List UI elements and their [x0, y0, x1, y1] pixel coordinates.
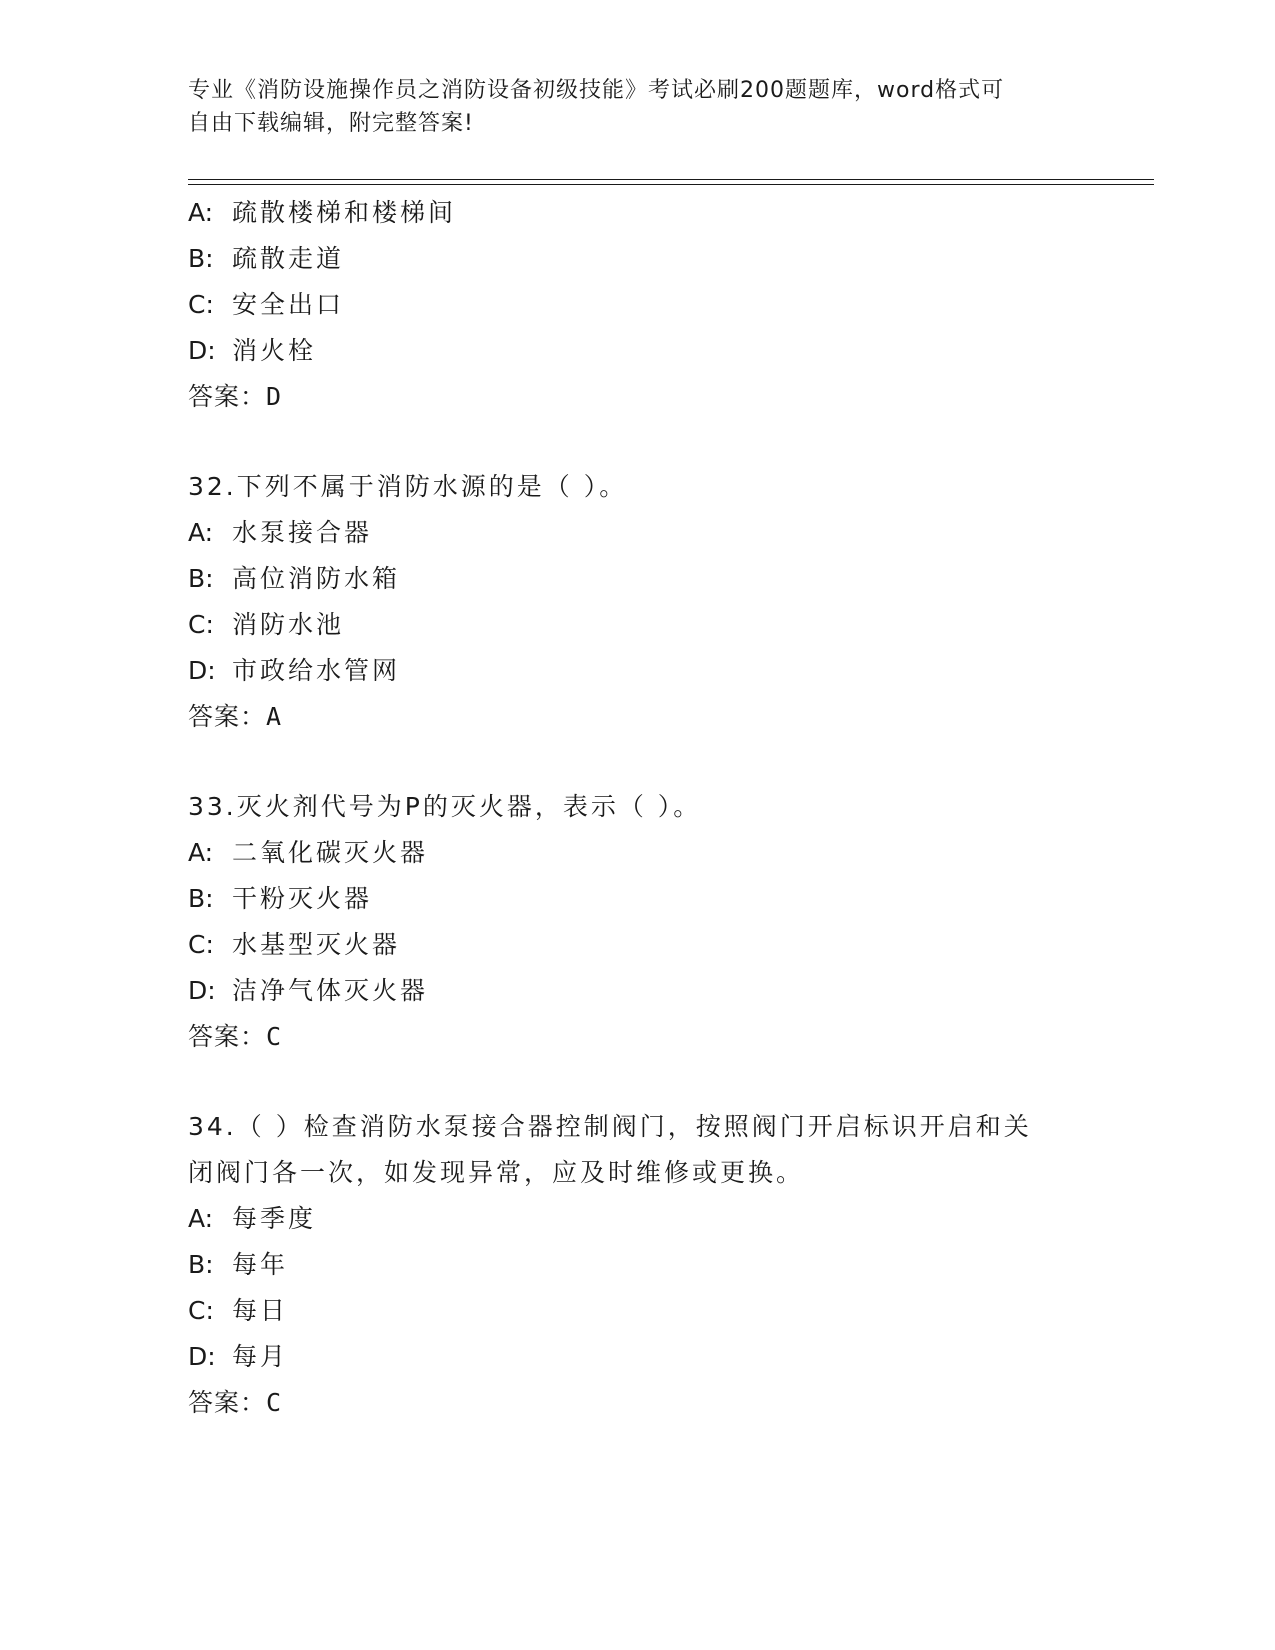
option-prefix: A:: [188, 1204, 214, 1233]
option-text: 洁净气体灭火器: [232, 976, 429, 1005]
option-text: 疏散走道: [232, 244, 345, 273]
option-text: 二氧化碳灭火器: [232, 838, 429, 867]
question-stem: 33.灭火剂代号为P的灭火器，表示（ ）。: [188, 792, 702, 821]
option-b: [188, 876, 1088, 922]
question-list: [188, 190, 1088, 1426]
option-d: [188, 328, 1088, 374]
option-prefix: C:: [188, 1296, 214, 1325]
header-divider-bottom: [188, 184, 1154, 185]
question-stem-line-1: 34.（ ）检查消防水泵接合器控制阀门，按照阀门开启标识开启和关: [188, 1112, 1032, 1141]
option-prefix: D:: [188, 336, 216, 365]
option-prefix: A:: [188, 198, 214, 227]
answer-line: 答案：D: [188, 382, 283, 411]
option-c: [188, 282, 1088, 328]
option-text: 干粉灭火器: [232, 884, 373, 913]
option-prefix: B:: [188, 884, 214, 913]
option-prefix: D:: [188, 976, 216, 1005]
option-text: 疏散楼梯和楼梯间: [232, 198, 457, 227]
option-prefix: C:: [188, 610, 214, 639]
option-text: 消火栓: [232, 336, 317, 365]
answer-line: 答案：A: [188, 702, 283, 731]
option-b: [188, 1242, 1088, 1288]
option-d: [188, 968, 1088, 1014]
question-33-block: [188, 784, 1088, 1060]
option-text: 市政给水管网: [232, 656, 401, 685]
option-text: 高位消防水箱: [232, 564, 401, 593]
option-text: 每年: [232, 1250, 289, 1279]
option-c: [188, 1288, 1088, 1334]
option-text: 安全出口: [232, 290, 345, 319]
document-header: [188, 74, 1088, 140]
option-c: [188, 922, 1088, 968]
question-stem: 32.下列不属于消防水源的是（ ）。: [188, 472, 628, 501]
option-prefix: C:: [188, 290, 214, 319]
header-line-1: 专业《消防设施操作员之消防设备初级技能》考试必刷200题题库，word格式可: [188, 78, 1005, 103]
option-a: [188, 510, 1088, 556]
option-a: [188, 830, 1088, 876]
option-text: 水泵接合器: [232, 518, 373, 547]
answer-line: 答案：C: [188, 1388, 283, 1417]
option-a: [188, 190, 1088, 236]
option-prefix: D:: [188, 656, 216, 685]
option-text: 每日: [232, 1296, 289, 1325]
question-stem-line-2: 闭阀门各一次，如发现异常，应及时维修或更换。: [188, 1158, 805, 1187]
option-prefix: D:: [188, 1342, 216, 1371]
option-text: 每月: [232, 1342, 289, 1371]
option-text: 水基型灭火器: [232, 930, 401, 959]
header-divider-top: [188, 179, 1154, 180]
option-d: [188, 1334, 1088, 1380]
option-a: [188, 1196, 1088, 1242]
option-prefix: C:: [188, 930, 214, 959]
question-31-block: [188, 190, 1088, 420]
option-text: 消防水池: [232, 610, 345, 639]
question-32-block: [188, 464, 1088, 740]
option-prefix: B:: [188, 244, 214, 273]
option-d: [188, 648, 1088, 694]
option-prefix: B:: [188, 1250, 214, 1279]
option-b: [188, 556, 1088, 602]
option-c: [188, 602, 1088, 648]
option-text: 每季度: [232, 1204, 317, 1233]
option-prefix: A:: [188, 838, 214, 867]
option-b: [188, 236, 1088, 282]
question-34-block: [188, 1104, 1088, 1426]
option-prefix: B:: [188, 564, 214, 593]
header-line-2: 自由下载编辑，附完整答案!: [188, 111, 474, 136]
option-prefix: A:: [188, 518, 214, 547]
answer-line: 答案：C: [188, 1022, 283, 1051]
